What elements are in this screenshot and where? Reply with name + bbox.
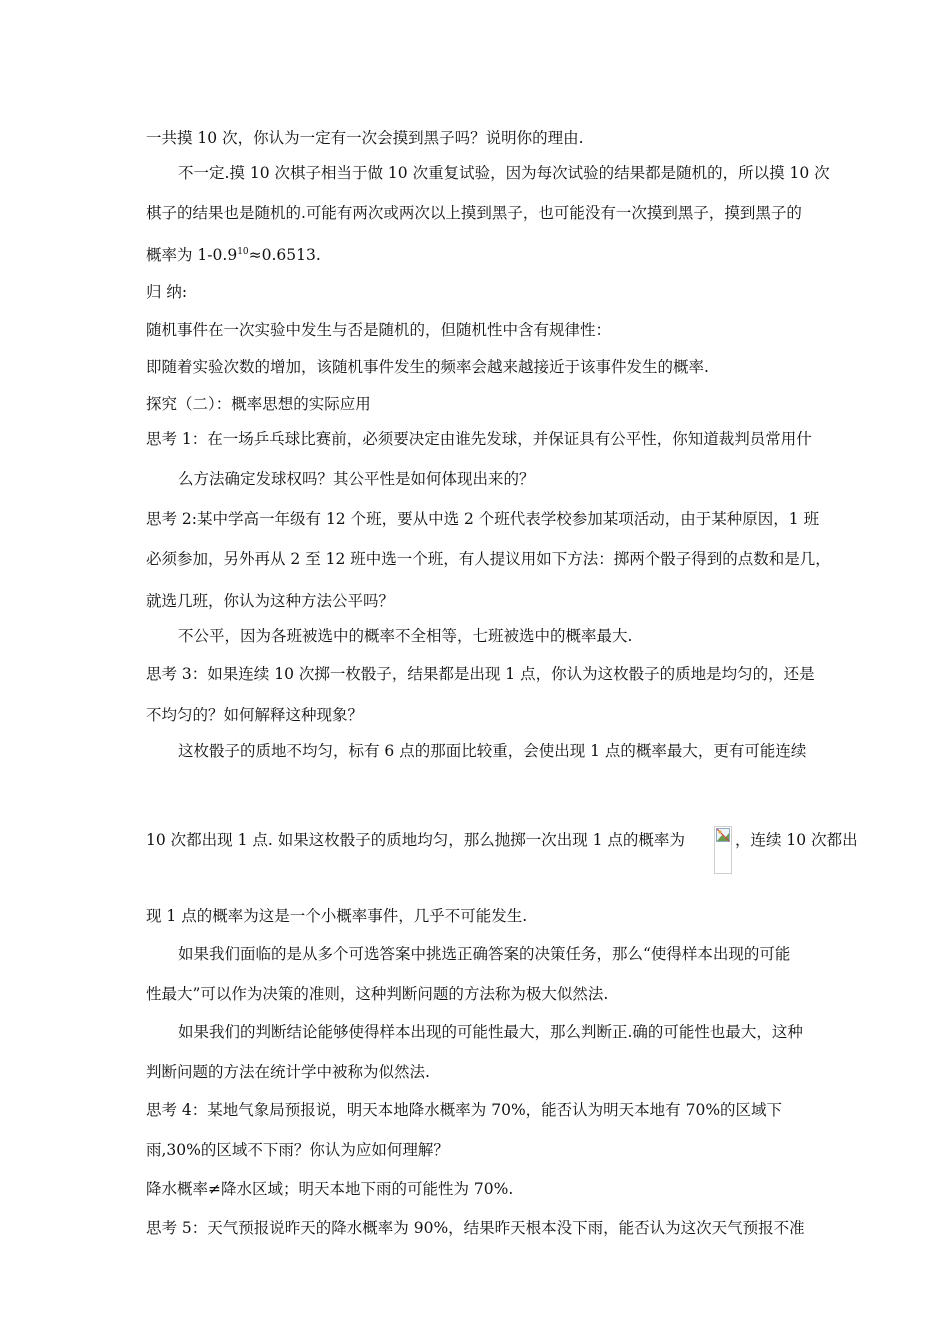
text-line-with-exponent: [146, 245, 862, 265]
text-line: 么方法确定发球权吗？其公平性是如何体现出来的？: [178, 470, 535, 488]
text-line: 归 纳:: [146, 283, 188, 301]
broken-image-icon: [714, 826, 732, 874]
text-line: 降水概率≠降水区域；明天本地下雨的可能性为 70%.: [146, 1180, 514, 1198]
text-line: 思考 1：在一场乒乓球比赛前，必须要决定由谁先发球，并保证具有公平性，你知道裁判员常用什: [146, 430, 812, 448]
text-line: 性最大”可以作为决策的准则，这种判断问题的方法称为极大似然法.: [146, 985, 609, 1003]
text-line: 不一定.摸 10 次棋子相当于做 10 次重复试验，因为每次试验的结果都是随机的，所以摸 10 次: [178, 164, 830, 182]
text-line: 如果我们面临的是从多个可选答案中挑选正确答案的决策任务，那么“使得样本出现的可能: [178, 945, 791, 963]
text-line: 必须参加，另外再从 2 至 12 班中选一个班，有人提议用如下方法：掷两个骰子得到的点数和是几，: [146, 550, 831, 568]
text-line: 判断问题的方法在统计学中被称为似然法.: [146, 1063, 430, 1081]
text-line: 不均匀的？如何解释这种现象？: [146, 706, 364, 724]
text-line: 思考 3：如果连续 10 次掷一枚骰子，结果都是出现 1 点，你认为这枚骰子的质地是均匀的，还是: [146, 665, 815, 683]
section-heading: 探究（二）：概率思想的实际应用: [146, 395, 371, 413]
text-line: 即随着实验次数的增加，该随机事件发生的频率会越来越接近于该事件发生的概率.: [146, 358, 709, 376]
text-segment: 概率为 1-0.9: [146, 246, 238, 264]
text-line: 10 次都出现 1 点. 如果这枚骰子的质地均匀，那么抛掷一次出现 1 点的概率为: [146, 831, 685, 849]
text-line: 棋子的结果也是随机的.可能有两次或两次以上摸到黑子，也可能没有一次摸到黑子，摸到黑子的: [146, 204, 802, 222]
text-line: ，连续 10 次都出: [735, 831, 858, 849]
exponent: 10: [237, 247, 249, 257]
text-line: 就选几班，你认为这种方法公平吗？: [146, 592, 395, 610]
text-line: 思考 5：天气预报说昨天的降水概率为 90%，结果昨天根本没下雨，能否认为这次天气预报不准: [146, 1219, 805, 1237]
text-line: 思考 2:某中学高一年级有 12 个班，要从中选 2 个班代表学校参加某项活动，由于某种原因，1 班: [146, 510, 820, 528]
text-segment: ≈0.6513.: [248, 246, 321, 264]
text-line: 一共摸 10 次，你认为一定有一次会摸到黑子吗？说明你的理由.: [146, 129, 584, 147]
text-line: 这枚骰子的质地不均匀，标有 6 点的那面比较重，会使出现 1 点的概率最大，更有可能连续: [178, 742, 807, 760]
text-line: 随机事件在一次实验中发生与否是随机的，但随机性中含有规律性：: [146, 321, 612, 339]
text-line: 如果我们的判断结论能够使得样本出现的可能性最大，那么判断正.确的可能性也最大，这种: [178, 1023, 803, 1041]
text-line: 现 1 点的概率为这是一个小概率事件，几乎不可能发生.: [146, 907, 528, 925]
text-line: 雨,30%的区域不下雨？你认为应如何理解？: [146, 1141, 449, 1159]
text-line: 不公平，因为各班被选中的概率不全相等，七班被选中的概率最大.: [178, 627, 633, 645]
text-line: 思考 4：某地气象局预报说，明天本地降水概率为 70%，能否认为明天本地有 70%的区域下: [146, 1101, 783, 1119]
